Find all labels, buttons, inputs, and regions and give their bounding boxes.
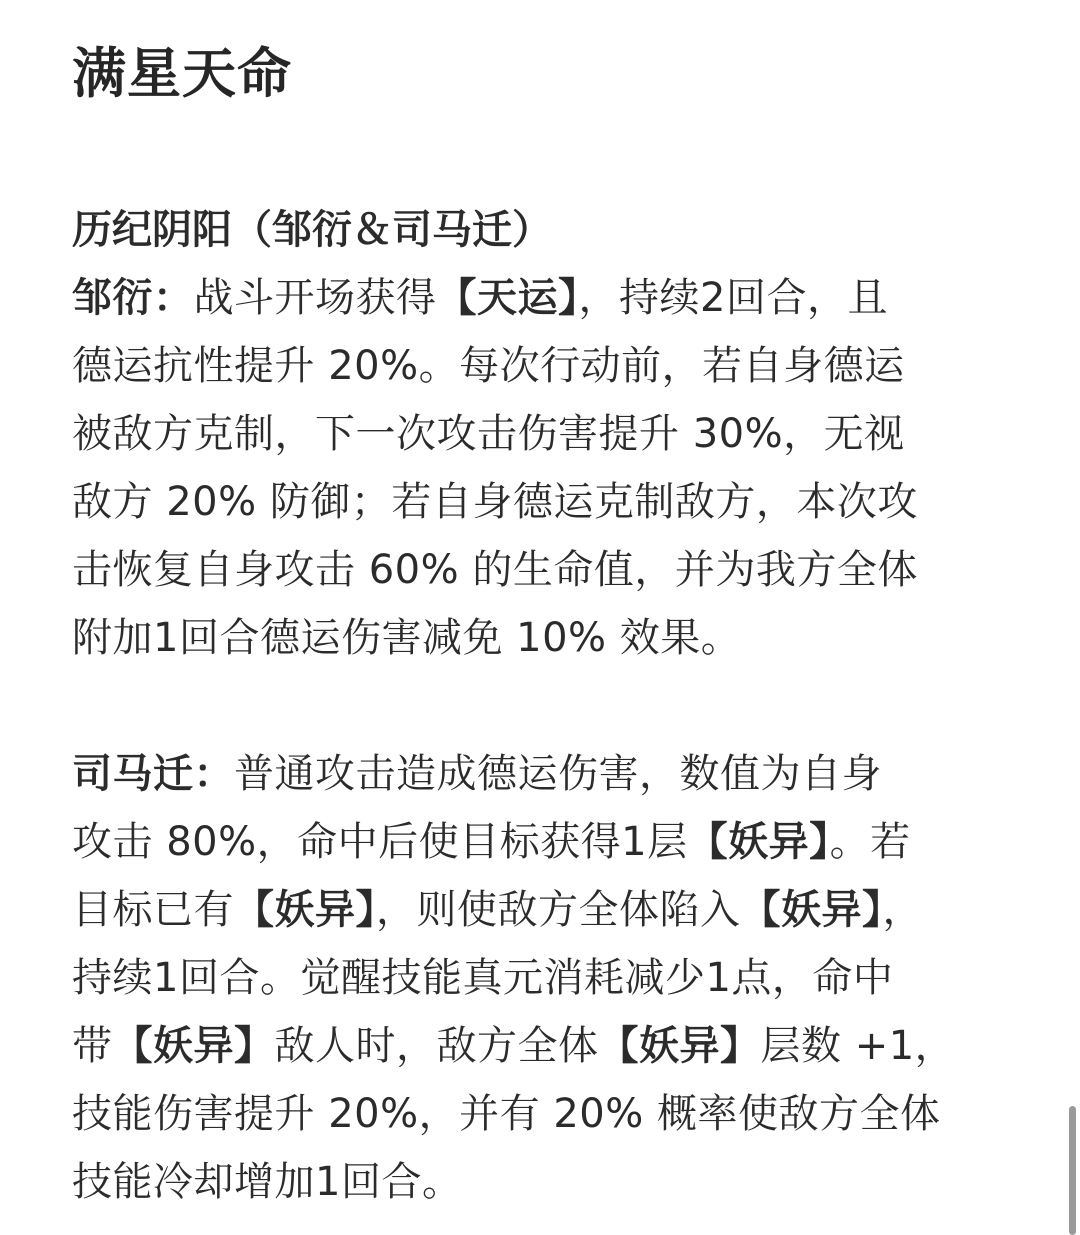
text-run: 敌人时，敌方全体 xyxy=(274,1023,599,1069)
text-line xyxy=(72,944,1002,1012)
text-run: 被敌方克制，下一次攻击伤害提升 30%，无视 xyxy=(72,411,905,457)
text-run: 。若 xyxy=(829,819,911,865)
text-run: 持续1回合。觉醒技能真元消耗减少1点，命中 xyxy=(72,955,894,1001)
text-line xyxy=(72,468,1002,536)
text-run: 击恢复自身攻击 60% 的生命值，并为我方全体 xyxy=(72,547,918,593)
page-title: 满星天命 xyxy=(72,42,292,105)
text-run: ， xyxy=(882,887,923,933)
scrollbar-thumb[interactable] xyxy=(1069,1106,1076,1235)
bold-text-run: 【妖异】 xyxy=(112,1023,275,1069)
text-run: ，持续2回合，且 xyxy=(578,275,888,321)
text-line xyxy=(72,332,1002,400)
text-line xyxy=(72,740,1002,808)
text-run: 技能冷却增加1回合。 xyxy=(72,1159,463,1205)
bold-text-run: 邹衍： xyxy=(72,275,194,321)
text-line xyxy=(72,1080,1002,1148)
text-run: 战斗开场获得 xyxy=(193,275,437,321)
text-run: 技能伤害提升 20%，并有 20% 概率使敌方全体 xyxy=(72,1091,941,1137)
bold-text-run: 【妖异】 xyxy=(234,887,376,933)
text-run: 附加1回合德运伤害减免 10% 效果。 xyxy=(72,615,742,661)
text-line xyxy=(72,536,1002,604)
text-run: 德运抗性提升 20%。每次行动前，若自身德运 xyxy=(72,343,905,389)
text-run: 带 xyxy=(72,1023,113,1069)
text-line xyxy=(72,604,1002,672)
text-line xyxy=(72,1148,1002,1216)
text-run: ，则使敌方全体陷入 xyxy=(376,887,741,933)
text-run: 敌方 20% 防御；若自身德运克制敌方，本次攻 xyxy=(72,479,918,525)
bold-text-run: 【妖异】 xyxy=(687,819,830,865)
text-line xyxy=(72,400,1002,468)
text-line xyxy=(72,876,1002,944)
text-line xyxy=(72,1012,1002,1080)
bold-text-run: 【天运】 xyxy=(436,275,579,321)
text-line xyxy=(72,264,1002,332)
text-run: 目标已有 xyxy=(72,887,234,933)
text-run: 攻击 80%，命中后使目标获得1层 xyxy=(72,819,688,865)
text-run: 普通攻击造成德运伤害，数值为自身 xyxy=(234,751,882,797)
bold-text-run: 司马迁： xyxy=(72,751,234,797)
simaqian-paragraph xyxy=(72,740,1002,1216)
text-run: 层数 +1， xyxy=(760,1023,956,1069)
section-heading: 历纪阴阳（邹衍＆司马迁） xyxy=(72,207,552,253)
zouyan-paragraph xyxy=(72,264,1002,672)
text-line xyxy=(72,808,1002,876)
bold-text-run: 【妖异】 xyxy=(740,887,883,933)
bold-text-run: 【妖异】 xyxy=(598,1023,761,1069)
